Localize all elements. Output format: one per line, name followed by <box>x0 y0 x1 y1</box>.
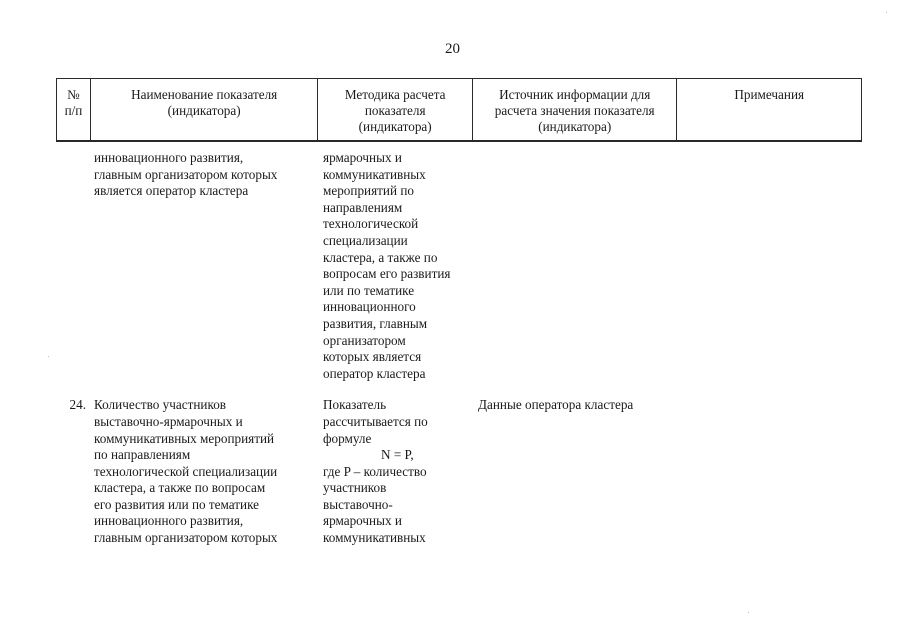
row24-source-line: Данные оператора кластера <box>478 397 634 413</box>
cont-method-line: специализации <box>323 232 408 248</box>
cont-method-line: организатором <box>323 332 406 348</box>
scan-speck <box>48 356 49 357</box>
row24-method-line: выставочно- <box>323 496 393 512</box>
row24-method-line: ярмарочных и <box>323 513 402 529</box>
cont-name-line: является оператор кластера <box>94 183 249 199</box>
row24-name-line: его развития или по тематике <box>94 496 260 512</box>
row24-name-line: коммуникативных мероприятий <box>94 430 275 446</box>
cont-method-line: мероприятий по <box>323 183 414 199</box>
cont-method-line: направлениям <box>323 199 403 215</box>
row24-method-line: коммуникативных <box>323 530 426 546</box>
row24-name-cell <box>90 397 318 546</box>
scan-speck <box>886 12 887 13</box>
row24-method-cell <box>318 397 473 546</box>
cont-num-cell <box>56 150 90 382</box>
row24-name-line: главным организатором которых <box>94 530 278 546</box>
header-num-line: № <box>67 87 80 102</box>
row24-name-line: Количество участников <box>94 397 227 413</box>
cont-name-cell <box>90 150 318 382</box>
header-method-line: показателя <box>364 103 426 118</box>
cont-source-cell <box>473 150 678 382</box>
cont-method-line: которых является <box>323 349 422 365</box>
header-num <box>57 79 91 140</box>
header-method <box>318 79 473 140</box>
row24-num: 24. <box>69 397 86 413</box>
row24-method-line: где P – количество <box>323 463 427 479</box>
table-row-continuation <box>56 150 862 382</box>
header-notes-line: Примечания <box>734 87 805 102</box>
row24-num-cell <box>56 397 90 546</box>
page-number: 20 <box>445 41 460 57</box>
cont-method-line: коммуникативных <box>323 166 426 182</box>
scan-speck <box>748 612 749 613</box>
row24-name-line: выставочно-ярмарочных и <box>94 413 243 429</box>
header-method-line: Методика расчета <box>344 87 446 102</box>
cont-method-line: оператор кластера <box>323 365 426 381</box>
cont-method-line: технологической <box>323 216 419 232</box>
header-name <box>91 79 318 140</box>
header-source-line: (индикатора) <box>538 119 612 134</box>
row24-formula: N = P, <box>381 447 414 463</box>
cont-method-line: развития, главным <box>323 315 428 331</box>
table-row-24 <box>56 397 862 546</box>
cont-name-line: инновационного развития, <box>94 150 244 165</box>
cont-method-line: ярмарочных и <box>323 150 402 165</box>
header-source <box>473 79 677 140</box>
row24-method-line: рассчитывается по <box>323 413 428 429</box>
row24-method-line: формуле <box>323 430 372 446</box>
cont-method-line: вопросам его развития <box>323 266 451 282</box>
header-num-line: п/п <box>64 103 83 118</box>
header-source-line: расчета значения показателя <box>494 103 655 118</box>
row24-source-cell <box>473 397 678 546</box>
row24-name-line: кластера, а также по вопросам <box>94 480 266 496</box>
row24-name-line: инновационного развития, <box>94 513 244 529</box>
cont-notes-cell <box>678 150 862 382</box>
cont-method-line: или по тематике <box>323 282 415 298</box>
row24-name-line: технологической специализации <box>94 463 278 479</box>
row24-method-line: участников <box>323 480 387 496</box>
row24-method-line: Показатель <box>323 397 387 413</box>
header-notes <box>677 79 861 140</box>
cont-name-line: главным организатором которых <box>94 166 278 182</box>
indicator-table <box>56 78 862 547</box>
header-name-line: Наименование показателя <box>131 87 278 102</box>
header-method-line: (индикатора) <box>358 119 432 134</box>
header-source-line: Источник информации для <box>499 87 651 102</box>
cont-method-cell <box>318 150 473 382</box>
table-header-row <box>56 78 862 142</box>
cont-method-line: инновационного <box>323 299 416 315</box>
cont-method-line: кластера, а также по <box>323 249 438 265</box>
row24-name-line: по направлениям <box>94 447 191 463</box>
row24-notes-cell <box>678 397 862 546</box>
header-name-line: (индикатора) <box>167 103 241 118</box>
